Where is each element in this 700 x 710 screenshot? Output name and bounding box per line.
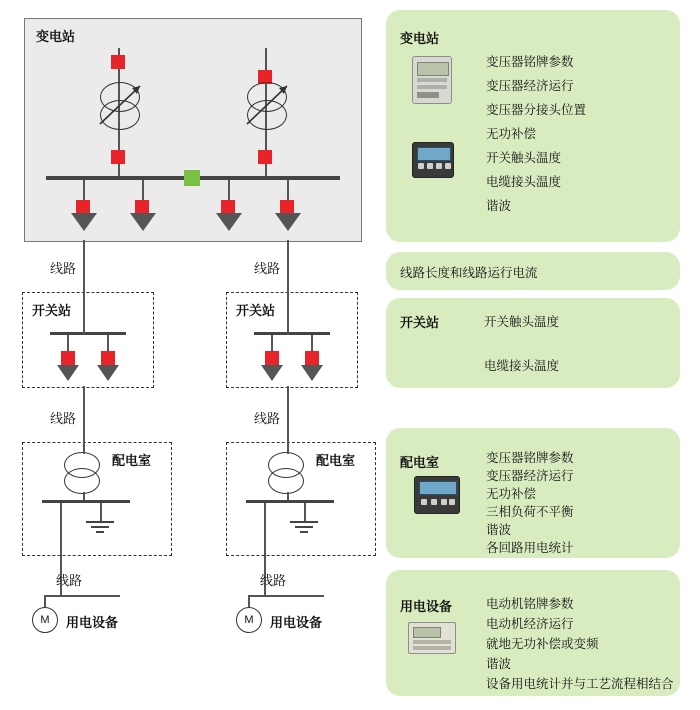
marker-red bbox=[258, 150, 272, 164]
panel-distribution-room-item: 三相负荷不平衡 bbox=[486, 505, 574, 519]
panel-switch-station-item: 开关触头温度 bbox=[484, 315, 560, 329]
line-label-5: 线路 bbox=[56, 573, 83, 588]
feeder-breaker-triangle bbox=[130, 213, 156, 231]
switch-station-incoming-left bbox=[83, 292, 85, 334]
line-label-3: 线路 bbox=[50, 411, 77, 426]
substation-label: 变电站 bbox=[36, 29, 76, 44]
load-lead-right bbox=[248, 595, 264, 597]
feeder-breaker-triangle bbox=[71, 213, 97, 231]
line-wire-right bbox=[287, 240, 289, 292]
dist-transformer-2-secondary bbox=[268, 468, 304, 494]
panel-distribution-room-item: 无功补偿 bbox=[486, 487, 537, 501]
marker-red bbox=[101, 351, 115, 365]
marker-red bbox=[135, 200, 149, 214]
power-analyzer-icon bbox=[414, 476, 460, 514]
energy-meter-icon bbox=[412, 56, 452, 104]
marker-red bbox=[111, 150, 125, 164]
marker-red bbox=[221, 200, 235, 214]
motor-symbol-left: M bbox=[32, 607, 58, 633]
switch-station-busbar-left bbox=[50, 332, 126, 335]
panel-substation-title: 变电站 bbox=[400, 31, 440, 46]
switch-station-busbar-right bbox=[254, 332, 330, 335]
panel-distribution-room-item: 变压器铭牌参数 bbox=[486, 451, 574, 465]
dist-outgoing-right bbox=[264, 503, 266, 554]
switch-breaker-triangle bbox=[301, 365, 323, 381]
load-label-1: 用电设备 bbox=[66, 615, 119, 630]
line-label-4: 线路 bbox=[254, 411, 281, 426]
panel-substation-item: 变压器经济运行 bbox=[486, 79, 574, 93]
load-label-2: 用电设备 bbox=[270, 615, 323, 630]
line-label-6: 线路 bbox=[260, 573, 287, 588]
motor-symbol-right: M bbox=[236, 607, 262, 633]
line-label-2: 线路 bbox=[254, 261, 281, 276]
panel-load-equipment-item: 设备用电统计并与工艺流程相结合 bbox=[486, 677, 674, 691]
switch-station-label-1: 开关站 bbox=[32, 303, 72, 318]
dist-incoming-wire-right bbox=[287, 442, 289, 454]
switch-breaker-triangle bbox=[57, 365, 79, 381]
power-analyzer-icon bbox=[412, 142, 454, 178]
switch-station-label-2: 开关站 bbox=[236, 303, 276, 318]
panel-substation-item: 谐波 bbox=[486, 199, 512, 213]
panel-switch-station-item: 电缆接头温度 bbox=[484, 359, 560, 373]
dist-incoming-wire-left bbox=[83, 442, 85, 454]
motor-lead-right bbox=[248, 595, 250, 607]
panel-substation-item: 电缆接头温度 bbox=[486, 175, 562, 189]
load-lead-left bbox=[44, 595, 60, 597]
panel-load-equipment-title: 用电设备 bbox=[400, 599, 453, 614]
marker-red bbox=[265, 351, 279, 365]
transformer-1-tap-arrow bbox=[92, 76, 152, 136]
load-busline-left bbox=[60, 595, 120, 597]
marker-red bbox=[61, 351, 75, 365]
marker-green bbox=[184, 170, 200, 186]
panel-substation-item: 变压器分接头位置 bbox=[486, 103, 587, 117]
line-wire-left-2 bbox=[83, 386, 85, 442]
panel-substation-item: 变压器铭牌参数 bbox=[486, 55, 574, 69]
panel-load-equipment-item: 电动机铭牌参数 bbox=[486, 597, 574, 611]
line-wire-right-2 bbox=[287, 386, 289, 442]
distribution-busbar-left bbox=[42, 500, 130, 503]
panel-line-item: 线路长度和线路运行电流 bbox=[400, 266, 538, 280]
dist-transformer-1-secondary bbox=[64, 468, 100, 494]
distribution-room-label-1: 配电室 bbox=[112, 453, 152, 468]
panel-distribution-room-item: 变压器经济运行 bbox=[486, 469, 574, 483]
panel-substation-item: 开关触头温度 bbox=[486, 151, 562, 165]
ground-symbol bbox=[288, 520, 322, 536]
marker-red bbox=[76, 200, 90, 214]
panel-load-equipment-item: 电动机经济运行 bbox=[486, 617, 574, 631]
switch-breaker-triangle bbox=[97, 365, 119, 381]
feeder-breaker-triangle bbox=[275, 213, 301, 231]
switch-breaker-triangle bbox=[261, 365, 283, 381]
distribution-busbar-right bbox=[246, 500, 334, 503]
marker-red bbox=[305, 351, 319, 365]
line-label-1: 线路 bbox=[50, 261, 77, 276]
dist-outgoing-left bbox=[60, 503, 62, 554]
panel-switch-station-title: 开关站 bbox=[400, 315, 440, 330]
substation-container bbox=[24, 18, 362, 242]
panel-load-equipment-item: 谐波 bbox=[486, 657, 512, 671]
panel-distribution-room-title: 配电室 bbox=[400, 455, 440, 470]
marker-red bbox=[280, 200, 294, 214]
panel-distribution-room-item: 谐波 bbox=[486, 523, 512, 537]
multifunction-meter-icon bbox=[408, 622, 456, 654]
distribution-room-label-2: 配电室 bbox=[316, 453, 356, 468]
panel-distribution-room-item: 各回路用电统计 bbox=[486, 541, 574, 555]
ground-symbol bbox=[84, 520, 118, 536]
feeder-breaker-triangle bbox=[216, 213, 242, 231]
load-busline-right bbox=[264, 595, 324, 597]
panel-substation-item: 无功补偿 bbox=[486, 127, 537, 141]
switch-station-incoming-right bbox=[287, 292, 289, 334]
line-wire-left bbox=[83, 240, 85, 292]
motor-lead-left bbox=[44, 595, 46, 607]
transformer-2-tap-arrow bbox=[239, 76, 299, 136]
marker-red bbox=[111, 55, 125, 69]
panel-load-equipment-item: 就地无功补偿或变频 bbox=[486, 637, 599, 651]
